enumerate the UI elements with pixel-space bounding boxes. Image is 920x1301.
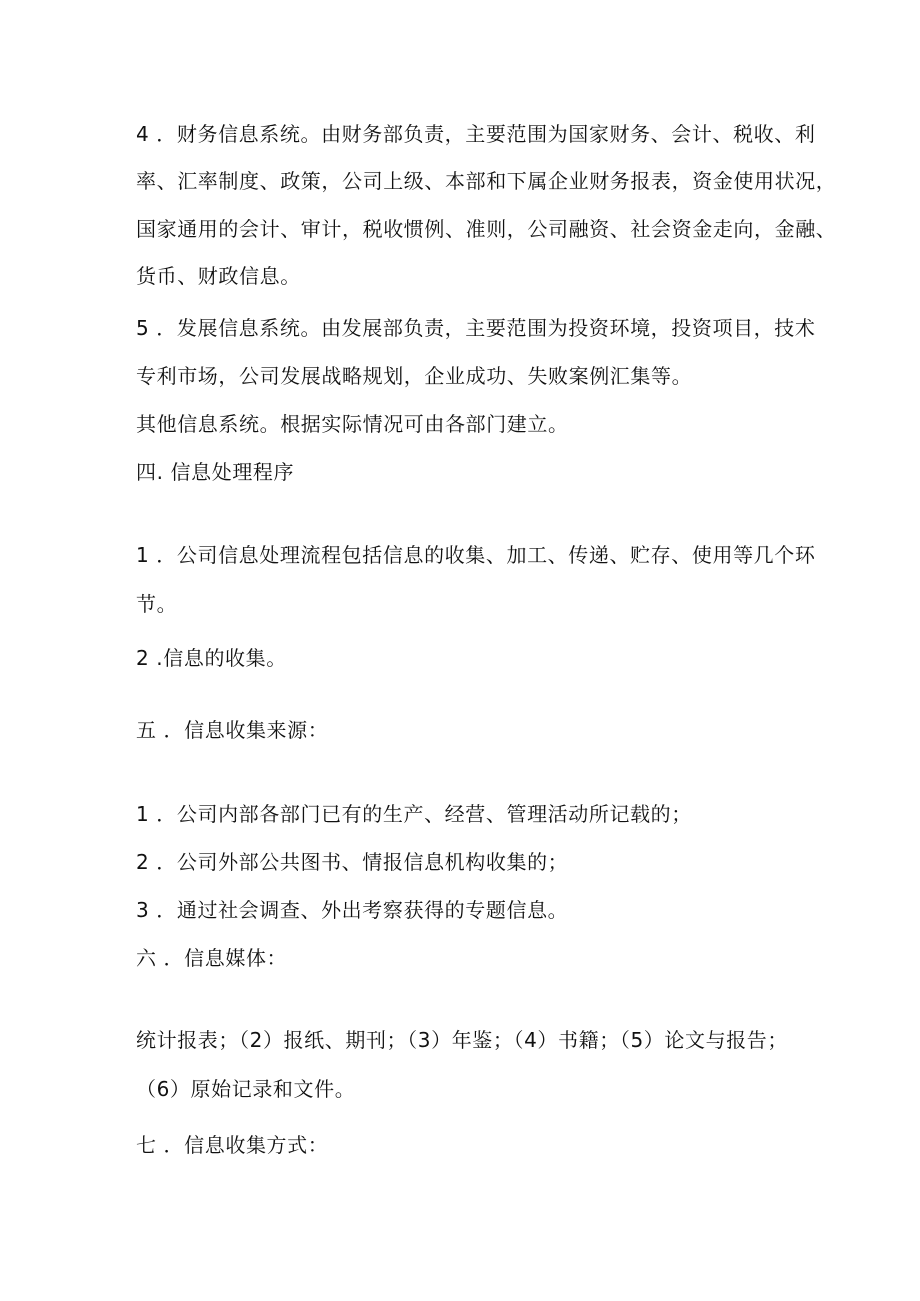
section-5-line-2: 专利市场，公司发展战略规划，企业成功、失败案例汇集等。 xyxy=(136,364,693,388)
source-item-3: 3 ．通过社会调查、外出考察获得的专题信息。 xyxy=(136,898,569,922)
media-line-2: （6）原始记录和文件。 xyxy=(136,1077,356,1101)
section-4-line-1: 4 ．财务信息系统。由财务部负责，主要范围为国家财务、会计、税收、利 xyxy=(136,122,816,146)
process-line-2: 节。 xyxy=(136,592,178,616)
other-systems-paragraph: 其他信息系统。根据实际情况可由各部门建立。 xyxy=(136,412,569,436)
heading-4: 四. 信息处理程序 xyxy=(136,460,295,484)
section-4-line-4: 货币、财政信息。 xyxy=(136,264,301,288)
source-item-1: 1 ．公司内部各部门已有的生产、经营、管理活动所记载的； xyxy=(136,802,692,826)
heading-6: 六 ．信息媒体： xyxy=(136,946,288,970)
media-line-1: 统计报表；（2）报纸、期刊；（3）年鉴；（4）书籍；（5）论文与报告； xyxy=(136,1028,788,1052)
source-item-2: 2 ．公司外部公共图书、情报信息机构收集的； xyxy=(136,850,569,874)
section-4-line-2: 率、汇率制度、政策，公司上级、本部和下属企业财务报表，资金使用状况， xyxy=(136,169,837,193)
heading-5: 五 ．信息收集来源： xyxy=(136,718,329,742)
heading-7: 七 ．信息收集方式： xyxy=(136,1133,329,1157)
section-5-line-1: 5 ．发展信息系统。由发展部负责，主要范围为投资环境，投资项目，技术 xyxy=(136,316,816,340)
section-4-line-3: 国家通用的会计、审计，税收惯例、准则，公司融资、社会资金走向，金融、 xyxy=(136,217,837,241)
process-line-1: 1 ．公司信息处理流程包括信息的收集、加工、传递、贮存、使用等几个环 xyxy=(136,543,816,567)
collection-item: 2 .信息的收集。 xyxy=(136,646,287,670)
